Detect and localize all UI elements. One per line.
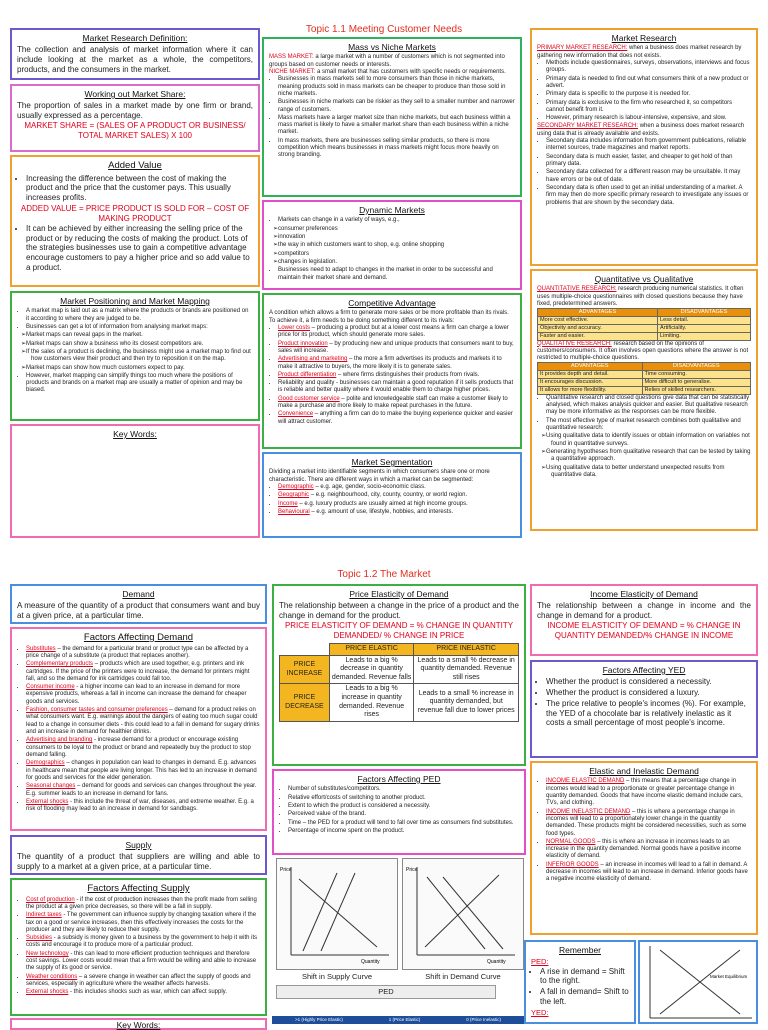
demand-shift-graph (402, 858, 524, 970)
yed-formula: INCOME ELASTICITY OF DEMAND = % CHANGE IN QUANTITY DEMANDED/% CHANGE IN INCOME (547, 621, 741, 641)
supply-curve-s1 (303, 873, 337, 951)
ped-header-inelastic: PRICE INELASTIC (414, 644, 519, 656)
competitive-advantage-box (262, 293, 522, 449)
market-segmentation-box (262, 452, 522, 538)
ca-text-4: – where firms distinguishes their products from rivals. (336, 371, 480, 378)
secondary-research-text: when a business does market research using data that is already available and exists. (537, 123, 745, 137)
segment-label-1: Demographic (278, 483, 314, 490)
fas-label-1: Cost of production (26, 896, 75, 903)
factors-yed-box (530, 660, 758, 758)
supply-shift-caption: Shift in Supply Curve (301, 972, 373, 981)
market-map-use-1: ➢ Market maps can reveal gaps in the market. (31, 332, 253, 339)
qual-adv-header: ADVANTAGES (538, 363, 643, 371)
supply-curve-s2 (321, 873, 355, 951)
key-words-2-title: Key Words: (116, 1020, 161, 1030)
price-axis-label-2: Price (406, 867, 418, 873)
ca-point-1 (278, 325, 515, 340)
fad-text-4: – demand for a product relies on what consumers want. E.g. warnings about the dangers of eating too much sugar could lead to a change in consumer diets - this could lead to a fall in demand for sugary drinks and an increase in demand for healthier drinks. (26, 707, 260, 736)
supply-curve (425, 875, 499, 947)
supply-shift-graph (276, 858, 398, 970)
equilibrium-graph-box (638, 940, 758, 1024)
ped-cell-21: Leads to a big % increase in quantity demanded. Revenue rises (329, 684, 413, 721)
price-axis-label: Price (280, 867, 292, 873)
fped-3: • Extent to which the product is considered a necessity. (288, 803, 519, 810)
ca-text-7: – anything a firm can do to make the buying experience quicker and easier will attract customer. (278, 411, 513, 425)
remember-box (524, 940, 636, 1024)
dynamic-markets-box (262, 200, 522, 290)
demand-curve-d1 (427, 877, 485, 949)
fped-1: • Number of substitutes/competitors. (288, 786, 519, 793)
ca-text-6: – polite and knowledgeable staff can make a customer likely to make a purchase and more likely to make repeat purchases in the future. (278, 395, 508, 410)
primary-point-4: • Primary data is exclusive to the firm who researched it, so competitors cannot benefit from it. (546, 100, 751, 115)
supply-title: Supply (125, 840, 152, 850)
qualitative-label: QUALITATIVE RESEARCH: (537, 340, 612, 347)
ped-cell-11: Leads to a big % decrease in quantity demanded. Revenue falls (329, 655, 413, 684)
eid-text-2: – this is where a percentage change in incomes will lead to a proportionately lower change in the quantity demanded. These products might be considered necessities, such as some food types. (546, 808, 747, 837)
eid-label-3: NORMAL GOODS (546, 838, 596, 845)
fad-5 (26, 737, 260, 759)
market-positioning-point-3: • However, market mapping can simplify things too much where the positions of products and brands on a market map are usually a matter of opinion and may be biased. (26, 373, 253, 395)
fped-2: • Relative effort/costs of switching to another product. (288, 795, 519, 802)
added-value-formula: ADDED VALUE = PRICE PRODUCT IS SOLD FOR – COST OF MAKING PRODUCT (20, 203, 250, 223)
fad-2 (26, 661, 260, 683)
quantity-axis-label-2: Quantity (487, 959, 506, 965)
factors-yed-title: Factors Affecting YED (602, 665, 686, 675)
niche-market-label: NICHE MARKET: (269, 68, 316, 75)
fad-text-7: – demand for goods and services can changes throughout the year. E.g. summer leads to an increase in demand for fans. (26, 783, 257, 797)
qual-adv-2: It encourages discussion. (538, 379, 643, 387)
demand-text: A measure of the quantity of a product that consumers want and buy at a given price, at a particular time. (17, 601, 260, 621)
fas-text-3: - a subsidy is money given to a business by the government to help it with its costs and encourage it to produce more of a particular product. (26, 935, 258, 949)
fad-4 (26, 707, 260, 736)
ca-text-1: – producing a product but at a lower cost means a firm can charge a lower price for its product, which should generate more sales. (278, 324, 509, 339)
remember-2: • A fall in demand= Shift to the left. (540, 987, 629, 1007)
segment-2 (278, 492, 515, 499)
factors-supply-box (10, 878, 267, 1016)
secondary-point-1: • Secondary data includes information from government publications, reliable internet sources, trade magazines and market reports. (546, 138, 751, 153)
fad-6 (26, 760, 260, 782)
market-positioning-title: Market Positioning and Market Mapping (60, 296, 210, 306)
qualitative-table (537, 362, 751, 394)
supply-box (10, 835, 267, 875)
market-segmentation-intro: Dividing a market into identifiable segments in which consumers share one or more characteristic. There are different ways in which a market can be segmented: (269, 469, 490, 483)
ca-label-7: Convenience (278, 411, 314, 418)
factors-demand-box (10, 627, 267, 831)
segment-label-4: Behavioural (278, 508, 310, 515)
elastic-inelastic-title: Elastic and Inelastic Demand (589, 766, 699, 776)
fad-label-1: Substitutes (26, 645, 56, 652)
competitive-advantage-intro: A condition which allows a firm to generate more sales or be more profitable than its rivals. To achieve it, a firm needs to be doing something different to its rivals: (269, 310, 509, 324)
secondary-point-2: • Secondary data is much easier, faster, and cheaper to get hold of than primary data. (546, 154, 751, 169)
eid-4 (546, 862, 751, 884)
fad-label-2: Complementary products (26, 661, 94, 668)
ped-table (279, 643, 519, 721)
quant-adv-1: More cost effective. (538, 317, 658, 325)
dynamic-change-2: ➢ innovation (283, 234, 515, 241)
quant-adv-header: ADVANTAGES (538, 309, 658, 317)
dynamic-change-4: ➢ competitors (283, 251, 515, 258)
fas-text-2: - The government can influence supply by changing taxation where if the tax on a good or service increases, then this effectively increases the costs for the producer and they are likely to reduce their supply. (26, 912, 257, 933)
topic-1-1-title: Topic 1.1 Meeting Customer Needs (305, 24, 463, 35)
dynamic-change-1: ➢ consumer preferences (283, 226, 515, 233)
segment-label-2: Geographic (278, 492, 310, 499)
fad-label-4: Fashion, consumer tastes and consumer preferences (26, 707, 168, 714)
combine-method-3: ➢ Using qualitative data to better understand unexpected results from quantitative data. (551, 465, 751, 480)
market-map-use-4: ➢ Market maps can show how much customers expect to pay. (31, 365, 253, 372)
ca-label-1: Lower costs (278, 324, 311, 331)
ca-point-5: • Reliability and quality - businesses can maintain a good reputation if it sells products that is reliable and better quality where it would enable them to charge higher prices. (278, 380, 515, 395)
eid-1 (546, 778, 751, 807)
dynamic-change-3: ➢ the way in which customers want to shop, e.g. online shopping (283, 242, 515, 249)
ped-header-elastic: PRICE ELASTIC (329, 644, 413, 656)
quant-dis-3: Limiting. (658, 332, 751, 340)
eid-text-1: – this means that a percentage change in incomes would lead to a proportionate or greater percentage change in quantity demanded. Goods that have income elastic demand include cars, TVs, and clothing. (546, 778, 743, 807)
quant-qual-box (530, 269, 758, 531)
key-words-title: Key Words: (113, 429, 157, 439)
fad-1 (26, 646, 260, 661)
fad-label-8: External shocks (26, 798, 69, 805)
added-value-point-1: • Increasing the difference between the cost of making the product and the price that the customer pays. This usually increases profits. (26, 174, 253, 203)
eid-text-4: – an increase in incomes will lead to a fall in demand. A decrease in incomes will lead to an increase in demand. Inferior goods have a negative income elasticity of demand. (546, 861, 748, 883)
factors-demand-title: Factors Affecting Demand (83, 632, 194, 643)
ped-scale-1: >1 (Highly Price Elastic) (294, 1017, 343, 1022)
mass-market-text: a large market with a number of customers which is not segmented into groups based on customer needs or interests. (269, 54, 505, 68)
ca-text-3: – the more a firm advertises its products and markets it to make it attractive to buyers, the more likely it is to generate sales. (278, 356, 502, 370)
competitive-advantage-title: Competitive Advantage (348, 298, 436, 308)
market-segmentation-title: Market Segmentation (351, 457, 433, 467)
fad-7 (26, 783, 260, 798)
fas-text-5: – a severe change in weather can affect the supply of goods and services, especially in agriculture where the weather affects harvests. (26, 973, 251, 988)
quant-dis-2: Artificiality. (658, 324, 751, 332)
supply-text: The quantity of a product that suppliers are willing and able to supply to a market at a given price, at a particular time. (17, 852, 260, 872)
ped-box (272, 584, 526, 766)
market-research-title: Market Research (611, 33, 677, 43)
yed-title: Income Elasticity of Demand (590, 589, 698, 599)
fped-4: • Perceived value of the brand. (288, 811, 519, 818)
fad-text-8: - this include the threat of war, diseases, and extreme weather. E.g. a risk of flooding may lead to an increase in demand for sandbags. (26, 798, 254, 813)
eid-label-1: INCOME ELASTIC DEMAND (546, 778, 625, 785)
mass-niche-title: Mass vs Niche Markets (348, 42, 436, 52)
fad-label-3: Consumer income (26, 684, 75, 691)
ped-text: The relationship between a change in the price of a product and the change in demand for the product. (279, 601, 519, 621)
market-positioning-box (10, 291, 260, 421)
ca-point-6 (278, 396, 515, 411)
fad-3 (26, 684, 260, 706)
primary-point-2: • Primary data is needed to find out what consumers think of a new product or advert. (546, 76, 751, 91)
remember-title: Remember (558, 945, 602, 955)
fas-4 (26, 951, 260, 973)
quant-dis-1: Less detail. (658, 317, 751, 325)
factors-ped-box (272, 769, 526, 855)
eid-label-4: INFERIOR GOODS (546, 861, 599, 868)
segment-1 (278, 484, 515, 491)
fas-6 (26, 989, 260, 996)
market-map-use-3: ➢ If the sales of a product is declining, the business might use a market map to find out how customers view their product and then try to reposition it on the map. (31, 349, 253, 364)
ca-label-2: Product innovation (278, 340, 328, 347)
market-research-definition-text: The collection and analysis of market information where it can include looking at the market as a whole, the competitors, products, and the consumers in the market. (17, 45, 253, 75)
ped-formula: PRICE ELASTICITY OF DEMAND = % CHANGE IN QUANTITY DEMANDED/ % CHANGE IN PRICE (284, 621, 514, 641)
demand-box (10, 584, 267, 624)
primary-point-1: • Methods include questionnaires, surveys, observations, interviews and focus groups. (546, 60, 751, 75)
qual-dis-2: More difficult to generalise. (642, 379, 750, 387)
key-words-box (10, 424, 260, 538)
combine-method-1: ➢ Using qualitative data to identify issues or obtain information on variables not found in quantitative surveys. (551, 433, 751, 448)
market-share-title: Working out Market Share: (84, 89, 186, 99)
segment-text-4: – e.g. amount of use, lifestyle, hobbies, and interests. (309, 508, 454, 515)
added-value-title: Added Value (108, 160, 162, 171)
qual-adv-1: It provides depth and detail. (538, 371, 643, 379)
key-words-2-box (10, 1018, 267, 1030)
segment-4 (278, 509, 515, 516)
yed-text: The relationship between a change in income and the change in demand for a product. (537, 601, 751, 621)
fas-1 (26, 897, 260, 912)
fad-label-7: Seasonal changes (26, 783, 76, 790)
market-share-text: The proportion of sales in a market made by one firm or brand, usually expressed as a percentage. (17, 101, 253, 121)
quant-qual-point-2: • The most effective type of market research combines both qualitative and quantitative research: (546, 418, 751, 433)
quant-dis-header: DISADVANTAGES (658, 309, 751, 317)
market-share-formula: MARKET SHARE = (SALES OF A PRODUCT OR BUSINESS/ TOTAL MARKET SALES) X 100 (24, 121, 246, 141)
fad-label-5: Advertising and branding (26, 737, 93, 744)
ca-point-2 (278, 341, 515, 356)
factors-supply-title: Factors Affecting Supply (87, 883, 190, 894)
remember-ped-label: PED: (531, 957, 549, 967)
segment-text-3: – e.g. luxury products are usually aimed at high income groups. (297, 500, 468, 507)
fas-label-6: External shocks (26, 989, 69, 996)
quantitative-table (537, 308, 751, 340)
segment-text-1: – e.g. age, gender, socio-economic class. (313, 483, 426, 490)
primary-research-text: when a business does market research by gathering new information that does not exists. (537, 45, 742, 59)
elastic-inelastic-box (530, 761, 758, 935)
fad-text-6: – changes in population can lead to changes in demand. E.g. advances in healthcare mean that people are living longer. This has led to an increase in demand for goods and services for the elder generation. (26, 760, 257, 781)
quant-adv-2: Objectivity and accuracy. (538, 324, 658, 332)
eid-label-2: INCOME INELASTIC DEMAND (546, 808, 631, 815)
ca-point-7 (278, 411, 515, 426)
market-research-definition-title: Market Research Definition: (82, 33, 188, 43)
topic-1-2-title: Topic 1.2 The Market (337, 569, 431, 580)
supply-shift-svg (277, 859, 397, 969)
qual-dis-header: DISADVANTAGES (642, 363, 750, 371)
fas-text-1: - if the cost of production increases then the profit made from selling the product at a given price decreases, so there will be a fall in supply. (26, 896, 257, 910)
quant-adv-3: Faster and easier. (538, 332, 658, 340)
fas-label-2: Indirect taxes (26, 912, 62, 919)
fas-5 (26, 974, 260, 989)
remember-1: • A rise in demand = Shift to the right. (540, 967, 629, 987)
fas-2 (26, 912, 260, 934)
demand-shift-caption: Shift in Demand Curve (425, 972, 501, 981)
primary-point-3: • Primary data is specific to the purpose it is needed for. (546, 91, 751, 98)
secondary-point-3: • Secondary data collected for a different reason may be unsuitable. It may have errors or be out of date. (546, 169, 751, 184)
market-research-box (530, 28, 758, 266)
market-positioning-point-2: • Businesses can get a lot of information from analysing market maps: (26, 324, 253, 331)
secondary-research-label: SECONDARY MARKET RESEARCH: (537, 123, 639, 130)
fped-5: • Time – the PED for a product will tend to fall over time as consumers find substitutes. (288, 820, 519, 827)
fped-6: • Percentage of income spent on the product. (288, 828, 519, 835)
mass-niche-point-1: • Businesses in mass markets sell to more consumers than those in niche markets, meaning products sold in mass markets can be cheaper to produce than those sold in niche markets. (278, 76, 515, 98)
mass-niche-point-4: • In mass markets, there are businesses selling similar products, so there is more competition which means businesses in mass markets might focus more heavily on strong branding. (278, 138, 515, 160)
fas-text-6: - this includes shocks such as war, which can affect supply. (68, 989, 227, 996)
market-map-use-2: ➢ Market maps can show a business who its closest competitors are. (31, 341, 253, 348)
ca-label-6: Good customer service (278, 395, 340, 402)
fad-text-3: - a higher income can lead to an increase in demand for more expensive products, whereas a fall in income can increase the demand for cheaper goods and services. (26, 684, 247, 705)
fas-label-3: Subsidies (26, 935, 53, 942)
ca-point-4 (278, 372, 515, 379)
ped-cell-22: Leads to a small % increase in quantity demanded, but revenue fall due to lower prices (414, 684, 519, 721)
mass-niche-point-3: • Mass markets have a larger market size than niche markets, but each business within a mass market is likely to have a smaller market share than each business within a niche market. (278, 115, 515, 137)
mass-niche-box (262, 37, 522, 197)
fas-3 (26, 935, 260, 950)
eq-label: Market Equilibrium (710, 974, 748, 979)
mass-niche-point-2: • Businesses in niche markets can be riskier as they sell to a smaller number and narrower range of customers. (278, 99, 515, 114)
primary-point-5: • However, primary research is labour-intensive, expensive, and slow. (546, 115, 751, 122)
ped-row-decrease: PRICE DECREASE (280, 684, 330, 721)
quant-qual-title: Quantitative vs Qualitative (594, 274, 694, 284)
ped-scale-label: PED (276, 985, 496, 999)
market-research-definition-box (10, 28, 260, 80)
ped-row-increase: PRICE INCREASE (280, 655, 330, 684)
combine-method-2: ➢ Generating hypotheses from qualitative research that can be tested by taking a quantitative approach. (551, 449, 751, 464)
ped-cell-12: Leads to a small % decrease in quantity demanded. Revenue still rises (414, 655, 519, 684)
fyed-1: • Whether the product is considered a necessity. (546, 677, 751, 687)
fad-text-2: – products which are used together, e.g. printers and ink cartridges. If the price of the printers were to increase, the demand for printers might fall, and so the demand for ink cartridges could fall too. (26, 661, 250, 682)
fad-text-5: - increase demand for a product or encourage existing consumers to be loyal to the product or brand and repeatedly buy the product to stop demand falling. (26, 737, 251, 758)
market-share-box (10, 84, 260, 152)
ca-point-3 (278, 356, 515, 371)
fas-text-4: - this can lead to more efficient production techniques and therefore cost savings. Lower costs would mean that a firm would be willing and able to increase the supply of its good or service. (26, 950, 257, 972)
primary-research-label: PRIMARY MARKET RESEARCH: (537, 45, 628, 52)
qualitative-text: research based on the opinions of customers/consumers. It often involves open questions where the answer is not restricted to multiple-choice questions. (537, 340, 749, 362)
added-value-box (10, 155, 260, 287)
remember-yed-label: YED: (531, 1007, 549, 1017)
ped-scale-3: 0 (Price Inelastic) (466, 1017, 502, 1022)
quantitative-label: QUANTITATIVE RESEARCH: (537, 286, 617, 293)
fad-8 (26, 799, 260, 814)
qual-adv-3: It allows for more flexibility. (538, 386, 643, 394)
segment-text-2: – e.g. neighbourhood, city, county, country, or world region. (309, 492, 468, 499)
dynamic-markets-title: Dynamic Markets (359, 205, 425, 215)
fad-text-1: – the demand for a particular brand or product type can be affected by a price change of a substitute (a product that replaces another). (26, 645, 249, 659)
qual-dis-1: Time consuming. (642, 371, 750, 379)
ped-title: Price Elasticity of Demand (349, 589, 449, 599)
dynamic-change-5: ➢ changes in legislation. (283, 259, 515, 266)
demand-shift-svg (403, 859, 523, 969)
fad-label-6: Demographics (26, 760, 65, 767)
ca-text-2: – by producing new and unique products that consumers want to buy, sales will increase. (278, 340, 514, 354)
segment-3 (278, 501, 515, 508)
yed-box (530, 584, 758, 656)
eid-3 (546, 839, 751, 861)
dynamic-markets-point-1: • Markets can change in a variety of ways, e.g., (278, 217, 515, 224)
mass-market-label: MASS MARKET: (269, 54, 314, 61)
quant-qual-point-1: • Quantitative research and closed questions give data that can be statistically analysed, which makes analysis quicker and easier. But qualitative research may be more informative as the responses can be more flexible. (546, 395, 751, 417)
ped-scale-bar (272, 1016, 524, 1024)
dynamic-markets-point-2: • Businesses need to adapt to changes in the market in order to be successful and maintain their market share and demand. (278, 267, 515, 282)
ca-label-3: Advertising and marketing (278, 356, 348, 363)
segment-label-3: Income (278, 500, 298, 507)
eid-2 (546, 809, 751, 838)
demand-curve (299, 879, 377, 947)
quantity-axis-label: Quantity (361, 959, 380, 965)
equilibrium-svg (640, 942, 756, 1022)
ped-scale-2: 1 (Price Elastic) (388, 1017, 421, 1022)
fyed-3: • The price relative to people's incomes (%). For example, the YED of a chocolate bar is relatively inelastic as it costs a small percentage of most people's income. (546, 699, 751, 728)
factors-ped-title: Factors Affecting PED (357, 774, 441, 784)
demand-title: Demand (122, 589, 155, 599)
ca-label-4: Product differentiation (278, 371, 337, 378)
quantitative-text: research producing numerical statistics. It often uses multiple-choice questionnaires with closed questions because they have fixed, predetermined answers. (537, 286, 744, 307)
demand-curve-d2 (443, 877, 503, 949)
niche-market-text: a small market that has customers with specific needs or requirements. (315, 68, 506, 75)
qual-dis-3: Relies of skilled researchers. (642, 386, 750, 394)
fyed-2: • Whether the product is considered a luxury. (546, 688, 751, 698)
market-positioning-point-1: • A market map is laid out as a matrix where the products or brands are positioned on it according to where they are judged to be. (26, 308, 253, 323)
eid-text-3: – this is where an increase in incomes leads to an increase in the quantity demanded. Normal goods have a positive income elasticity of demand. (546, 838, 742, 860)
added-value-point-2: • It can be achieved by either increasing the selling price of the product or by reducing the costs of making the product. Lots of the strategies businesses use to gain a competitive advantage encourage customers to pay a higher price and so add value to a product. (26, 224, 253, 273)
fas-label-4: New technology (26, 950, 69, 957)
secondary-point-4: • Secondary data is often used to get an initial understanding of a market. A firm may then do more specific primary research to investigate any issues or problems that are shown by the secondary data. (546, 185, 751, 207)
fas-label-5: Weather conditions (26, 973, 78, 980)
